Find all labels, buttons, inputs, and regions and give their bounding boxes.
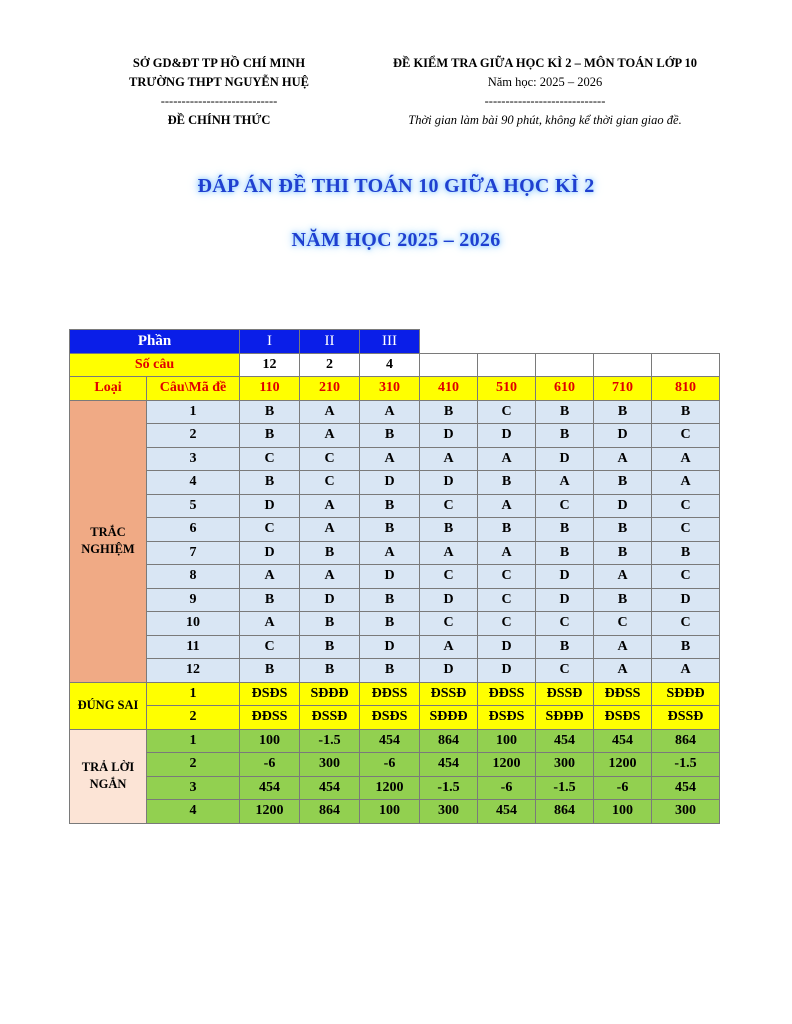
answer-key-table xyxy=(69,329,720,824)
answer-cell: A xyxy=(420,447,478,471)
answer-cell: 864 xyxy=(652,729,720,753)
answer-cell: D xyxy=(420,659,478,683)
answer-cell: D xyxy=(360,565,420,589)
answer-cell: A xyxy=(360,400,420,424)
school-year: Năm học: 2025 – 2026 xyxy=(487,75,603,89)
exam-code-710: 710 xyxy=(594,377,652,401)
answer-cell: A xyxy=(300,518,360,542)
section-label-tf: ĐÚNG SAI xyxy=(70,682,147,729)
answer-row xyxy=(70,400,720,424)
empty-cell xyxy=(652,330,720,354)
answer-cell: B xyxy=(420,400,478,424)
empty-cell xyxy=(536,353,594,377)
answer-cell: 454 xyxy=(652,776,720,800)
answer-cell: ĐĐSS xyxy=(240,706,300,730)
answer-cell: ĐSSĐ xyxy=(420,682,478,706)
answer-row xyxy=(70,729,720,753)
answer-cell: D xyxy=(360,471,420,495)
answer-cell: C xyxy=(240,635,300,659)
question-number: 5 xyxy=(147,494,240,518)
answer-cell: 454 xyxy=(536,729,594,753)
answer-row xyxy=(70,588,720,612)
answer-cell: SĐĐĐ xyxy=(420,706,478,730)
answer-cell: B xyxy=(300,612,360,636)
question-number: 7 xyxy=(147,541,240,565)
counts-row xyxy=(70,353,720,377)
answer-cell: A xyxy=(594,447,652,471)
question-number: 3 xyxy=(147,447,240,471)
answer-cell: C xyxy=(652,424,720,448)
answer-cell: B xyxy=(536,424,594,448)
answer-cell: B xyxy=(240,471,300,495)
official-label: ĐỀ CHÍNH THỨC xyxy=(167,113,271,127)
answer-cell: -6 xyxy=(360,753,420,777)
answer-cell: A xyxy=(300,494,360,518)
answer-cell: D xyxy=(536,588,594,612)
question-number: 11 xyxy=(147,635,240,659)
answer-cell: B xyxy=(594,518,652,542)
question-number: 1 xyxy=(147,682,240,706)
answer-cell: -1.5 xyxy=(652,753,720,777)
question-number: 4 xyxy=(147,800,240,824)
answer-cell: A xyxy=(420,541,478,565)
exam-code-310: 310 xyxy=(360,377,420,401)
header-left xyxy=(110,54,328,130)
answer-cell: A xyxy=(300,424,360,448)
answer-cell: B xyxy=(478,471,536,495)
question-code-label: Câu\Mã đề xyxy=(147,377,240,401)
school-name: TRƯỜNG THPT NGUYỄN HUỆ xyxy=(129,75,309,89)
answer-cell: B xyxy=(240,400,300,424)
type-label: Loại xyxy=(70,377,147,401)
part-2: II xyxy=(300,330,360,354)
answer-cell: B xyxy=(240,424,300,448)
answer-cell: A xyxy=(652,447,720,471)
answer-cell: 100 xyxy=(594,800,652,824)
question-number: 9 xyxy=(147,588,240,612)
answer-cell: C xyxy=(240,518,300,542)
answer-row xyxy=(70,800,720,824)
answer-cell: B xyxy=(300,541,360,565)
answer-cell: C xyxy=(478,400,536,424)
answer-cell: C xyxy=(652,612,720,636)
answer-cell: A xyxy=(536,471,594,495)
answer-cell: 454 xyxy=(420,753,478,777)
answer-row xyxy=(70,518,720,542)
question-number: 10 xyxy=(147,612,240,636)
answer-cell: 100 xyxy=(240,729,300,753)
question-number: 1 xyxy=(147,729,240,753)
section-label-sa: TRẢ LỜI NGẮN xyxy=(70,729,147,823)
answer-row xyxy=(70,659,720,683)
answer-cell: D xyxy=(420,424,478,448)
answer-cell: 1200 xyxy=(478,753,536,777)
empty-cell xyxy=(536,330,594,354)
answer-key-title: ĐÁP ÁN ĐỀ THI TOÁN 10 GIỮA HỌC KÌ 2 xyxy=(197,175,595,197)
answer-cell: 100 xyxy=(478,729,536,753)
count-3: 4 xyxy=(360,353,420,377)
answer-cell: A xyxy=(360,447,420,471)
answer-cell: D xyxy=(420,588,478,612)
answer-cell: SĐĐĐ xyxy=(536,706,594,730)
answer-cell: SĐĐĐ xyxy=(300,682,360,706)
answer-cell: 864 xyxy=(536,800,594,824)
answer-row xyxy=(70,471,720,495)
question-number: 3 xyxy=(147,776,240,800)
answer-cell: A xyxy=(478,447,536,471)
question-number: 2 xyxy=(147,753,240,777)
answer-cell: A xyxy=(594,635,652,659)
answer-cell: C xyxy=(536,612,594,636)
answer-cell: ĐSSĐ xyxy=(652,706,720,730)
answer-cell: A xyxy=(240,612,300,636)
exam-code-210: 210 xyxy=(300,377,360,401)
answer-cell: A xyxy=(478,494,536,518)
answer-cell: C xyxy=(420,612,478,636)
answer-cell: C xyxy=(594,612,652,636)
answer-cell: -1.5 xyxy=(420,776,478,800)
answer-cell: A xyxy=(300,400,360,424)
empty-cell xyxy=(420,330,478,354)
count-1: 12 xyxy=(240,353,300,377)
answer-row xyxy=(70,494,720,518)
answer-cell: ĐSSĐ xyxy=(536,682,594,706)
answer-cell: B xyxy=(360,612,420,636)
answer-cell: D xyxy=(536,565,594,589)
answer-cell: -6 xyxy=(240,753,300,777)
answer-cell: -1.5 xyxy=(536,776,594,800)
answer-row xyxy=(70,706,720,730)
answer-cell: C xyxy=(420,494,478,518)
answer-row xyxy=(70,424,720,448)
answer-cell: C xyxy=(652,565,720,589)
answer-cell: D xyxy=(420,471,478,495)
answer-cell: 300 xyxy=(536,753,594,777)
question-number: 2 xyxy=(147,706,240,730)
answer-cell: B xyxy=(594,541,652,565)
answer-cell: ĐSĐS xyxy=(360,706,420,730)
answer-cell: D xyxy=(594,424,652,448)
part-3: III xyxy=(360,330,420,354)
answer-cell: 300 xyxy=(652,800,720,824)
exam-time: Thời gian làm bài 90 phút, không kể thời gian giao đề. xyxy=(408,113,682,127)
answer-cell: C xyxy=(478,565,536,589)
answer-cell: 864 xyxy=(420,729,478,753)
exam-code-810: 810 xyxy=(652,377,720,401)
answer-cell: B xyxy=(594,400,652,424)
answer-cell: B xyxy=(240,659,300,683)
answer-cell: ĐĐSS xyxy=(594,682,652,706)
answer-cell: A xyxy=(652,471,720,495)
answer-row xyxy=(70,541,720,565)
exam-code-610: 610 xyxy=(536,377,594,401)
header-right xyxy=(360,54,730,130)
answer-cell: 100 xyxy=(360,800,420,824)
answer-cell: 454 xyxy=(300,776,360,800)
answer-cell: ĐSSĐ xyxy=(300,706,360,730)
answer-cell: ĐĐSS xyxy=(478,682,536,706)
answer-row xyxy=(70,565,720,589)
answer-cell: D xyxy=(652,588,720,612)
part-label: Phần xyxy=(70,330,240,354)
answer-cell: A xyxy=(240,565,300,589)
answer-row xyxy=(70,776,720,800)
exam-code-410: 410 xyxy=(420,377,478,401)
answer-cell: C xyxy=(478,588,536,612)
section-label-mc: TRẮC NGHIỆM xyxy=(70,400,147,682)
empty-cell xyxy=(478,353,536,377)
answer-row xyxy=(70,635,720,659)
answer-cell: A xyxy=(594,659,652,683)
question-number: 4 xyxy=(147,471,240,495)
answer-row xyxy=(70,753,720,777)
answer-cell: C xyxy=(652,494,720,518)
answer-cell: 454 xyxy=(594,729,652,753)
exam-name: ĐỀ KIỂM TRA GIỮA HỌC KÌ 2 – MÔN TOÁN LỚP 10 xyxy=(392,56,698,70)
answer-cell: 1200 xyxy=(240,800,300,824)
answer-cell: B xyxy=(652,635,720,659)
answer-cell: A xyxy=(300,565,360,589)
answer-cell: D xyxy=(478,659,536,683)
answer-key-year: NĂM HỌC 2025 – 2026 xyxy=(291,229,501,251)
answer-cell: -1.5 xyxy=(300,729,360,753)
answer-cell: B xyxy=(360,518,420,542)
answer-cell: C xyxy=(240,447,300,471)
question-number: 8 xyxy=(147,565,240,589)
answer-cell: B xyxy=(536,635,594,659)
answer-cell: ĐĐSS xyxy=(360,682,420,706)
count-label: Số câu xyxy=(70,353,240,377)
part-1: I xyxy=(240,330,300,354)
answer-cell: D xyxy=(240,541,300,565)
answer-cell: D xyxy=(300,588,360,612)
answer-cell: 454 xyxy=(360,729,420,753)
empty-cell xyxy=(652,353,720,377)
answer-cell: D xyxy=(360,635,420,659)
exam-code-510: 510 xyxy=(478,377,536,401)
question-number: 2 xyxy=(147,424,240,448)
answer-cell: A xyxy=(360,541,420,565)
answer-cell: D xyxy=(240,494,300,518)
question-number: 12 xyxy=(147,659,240,683)
answer-cell: C xyxy=(536,494,594,518)
answer-cell: A xyxy=(420,635,478,659)
answer-row xyxy=(70,447,720,471)
answer-cell: -6 xyxy=(594,776,652,800)
answer-cell: D xyxy=(594,494,652,518)
answer-cell: B xyxy=(652,400,720,424)
answer-cell: ĐSĐS xyxy=(594,706,652,730)
answer-cell: 1200 xyxy=(594,753,652,777)
answer-row xyxy=(70,682,720,706)
exam-code-110: 110 xyxy=(240,377,300,401)
answer-cell: 864 xyxy=(300,800,360,824)
answer-cell: C xyxy=(420,565,478,589)
answer-cell: B xyxy=(360,424,420,448)
answer-cell: ĐSĐS xyxy=(240,682,300,706)
header-left-divider: ---------------------------- xyxy=(160,94,278,108)
answer-cell: 300 xyxy=(300,753,360,777)
answer-cell: D xyxy=(478,424,536,448)
answer-cell: -6 xyxy=(478,776,536,800)
answer-cell: B xyxy=(536,518,594,542)
answer-cell: 454 xyxy=(240,776,300,800)
answer-cell: B xyxy=(420,518,478,542)
answer-cell: C xyxy=(478,612,536,636)
header-right-divider: ----------------------------- xyxy=(484,94,606,108)
empty-cell xyxy=(478,330,536,354)
answer-cell: B xyxy=(360,588,420,612)
answer-cell: B xyxy=(536,400,594,424)
answer-cell: C xyxy=(300,471,360,495)
count-2: 2 xyxy=(300,353,360,377)
answer-cell: B xyxy=(594,588,652,612)
answer-cell: B xyxy=(240,588,300,612)
answer-cell: B xyxy=(300,659,360,683)
answer-cell: A xyxy=(652,659,720,683)
empty-cell xyxy=(594,353,652,377)
codes-row xyxy=(70,377,720,401)
question-number: 6 xyxy=(147,518,240,542)
answer-cell: B xyxy=(594,471,652,495)
answer-cell: B xyxy=(360,494,420,518)
empty-cell xyxy=(420,353,478,377)
department-name: SỞ GD&ĐT TP HỒ CHÍ MINH xyxy=(132,56,306,70)
answer-cell: B xyxy=(478,518,536,542)
answer-cell: D xyxy=(536,447,594,471)
answer-cell: B xyxy=(300,635,360,659)
answer-cell: C xyxy=(536,659,594,683)
answer-cell: ĐSĐS xyxy=(478,706,536,730)
question-number: 1 xyxy=(147,400,240,424)
answer-cell: A xyxy=(594,565,652,589)
answer-cell: B xyxy=(652,541,720,565)
answer-cell: D xyxy=(478,635,536,659)
answer-cell: 300 xyxy=(420,800,478,824)
empty-cell xyxy=(594,330,652,354)
answer-row xyxy=(70,612,720,636)
answer-cell: B xyxy=(360,659,420,683)
answer-cell: B xyxy=(536,541,594,565)
answer-cell: C xyxy=(652,518,720,542)
answer-cell: 1200 xyxy=(360,776,420,800)
answer-cell: C xyxy=(300,447,360,471)
parts-row xyxy=(70,330,720,354)
answer-cell: 454 xyxy=(478,800,536,824)
answer-cell: SĐĐĐ xyxy=(652,682,720,706)
answer-cell: A xyxy=(478,541,536,565)
